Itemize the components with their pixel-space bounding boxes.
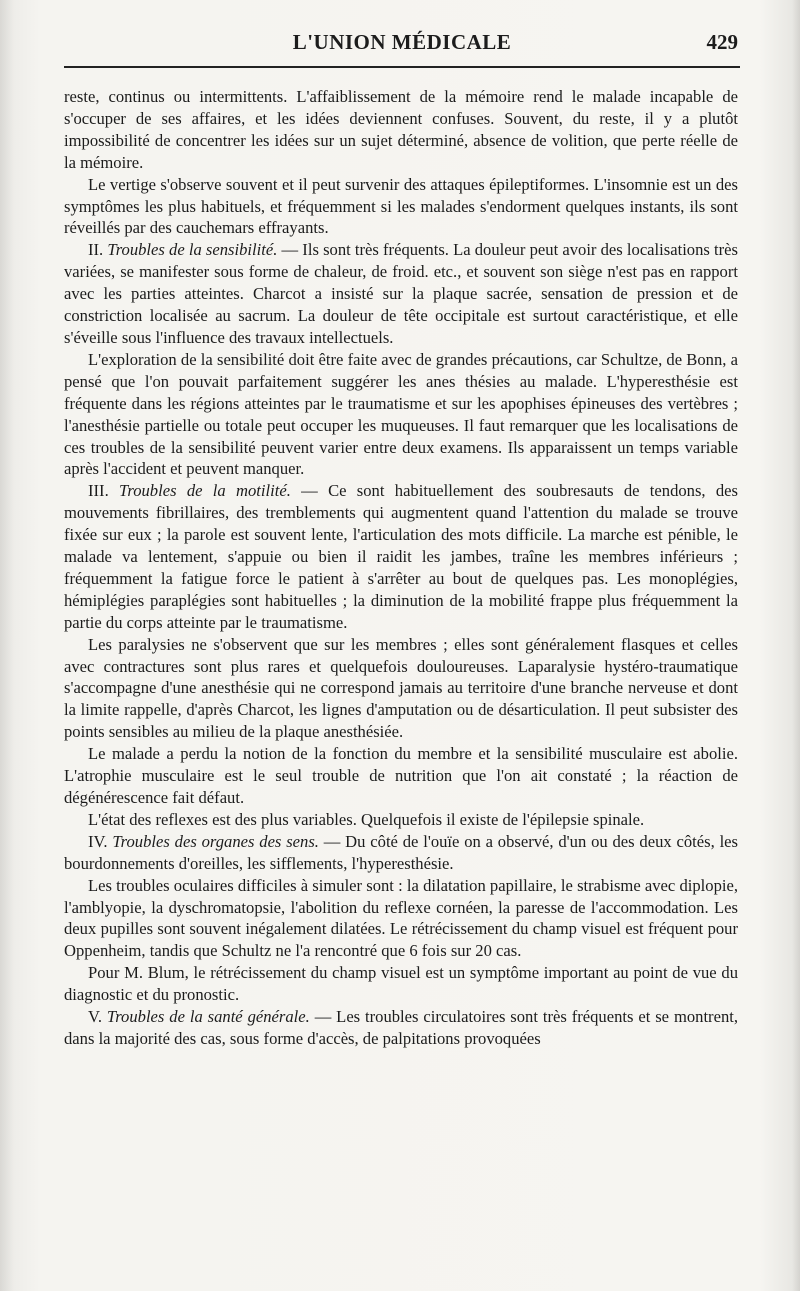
paragraph: Le malade a perdu la notion de la fonction du membre et la sensibilité musculaire est abolie. L'atrophie musculaire est le seul trouble de nutrition que l'on ait constaté ; la réaction de dégénérescence fait défaut.	[64, 744, 738, 807]
paragraph: L'état des reflexes est des plus variables. Quelquefois il existe de l'épilepsie spinale.	[88, 809, 645, 829]
section-heading: Troubles de la motilité.	[119, 481, 291, 501]
page-number: 429	[706, 30, 738, 54]
section-heading: Troubles de la santé générale.	[106, 1007, 310, 1027]
section-paragraph: V. Troubles de la santé générale. — Les troubles circulatoires sont très fréquents et se montrent, dans la majorité des cas, sous forme d'accès, de palpitations provoquées	[64, 1007, 738, 1048]
paragraph: Le vertige s'observe souvent et il peut survenir des attaques épileptiformes. L'insomnie est un des symptômes les plus habituels, et fréquemment si les malades s'endorment quelques instants, ils sont réveillés par des cauchemars effrayants.	[64, 174, 738, 238]
section-number: V.	[88, 1007, 102, 1027]
paragraph: reste, continus ou intermittents. L'affaiblissement de la mémoire rend le malade incapable de s'occuper de ses affaires, et les idées deviennent confuses. Souvent, du reste, il y a plutôt impossibilité de concentrer les idées sur un sujet déterminé, absence de volition, que perte réelle de la mémoire.	[64, 87, 738, 172]
paragraph: Pour M. Blum, le rétrécissement du champ visuel est un symptôme important au point de vue du diagnostic et du pronostic.	[64, 963, 738, 1005]
section-paragraph: III. Troubles de la motilité. — Ce sont habituellement des soubresauts de tendons, des mouvements fibrillaires, des tremblements qui augmentent quand l'attention du malade se trouve fixée sur eux ; la parole est souvent lente, l'articulation des mots difficile. La marche est pénible, le malade va lentement, s'appuie ou bien il raidit les jambes, traîne les membres inférieurs ; fréquemment la fatigue force le patient à s'arrêter au bout de quelques pas. Les monoplégies, hémiplégies paraplégies sont habituelles ; la diminution de la mobilité frappe plus fréquemment la partie du corps atteinte par le traumatisme.	[64, 481, 738, 632]
running-header	[64, 30, 740, 60]
section-paragraph: II. Troubles de la sensibilité. — Ils sont très fréquents. La douleur peut avoir des localisations très variées, se manifester sous forme de chaleur, de froid. etc., et souvent son siège n'est pas en rapport avec les parties atteintes. Charcot a insisté sur la plaque sacrée, sensation de pression et de constriction localisée au sacrum. La douleur de tête occipitale est surtout caractéristique, et elle s'éveille sous l'influence des travaux intellectuels.	[64, 240, 738, 347]
article-body	[64, 86, 738, 1050]
header-rule	[64, 66, 740, 68]
paragraph: Les troubles oculaires difficiles à simuler sont : la dilatation papillaire, le strabisme avec diplopie, l'amblyopie, la dyschromatopsie, l'abolition du reflexe cornéen, la paresse de l'accommodation. Les deux pupilles sont souvent inégalement dilatées. Le rétrécissement du champ visuel est fréquent pour Oppenheim, tandis que Schultz ne l'a rencontré que 6 fois sur 20 cas.	[64, 875, 738, 961]
paragraph: Les paralysies ne s'observent que sur les membres ; elles sont généralement flasques et celles avec contractures sont plus rares et quelquefois douloureuses. Laparalysie hystéro-traumatique s'accompagne d'une anesthésie qui ne correspond jamais au territoire d'une branche nerveuse et dont la limite rappelle, d'après Charcot, les lignes d'amputation ou de désarticulation. Il peut subsister des points sensibles au milieu de la plaque anesthésiée.	[64, 634, 738, 742]
paragraph: L'exploration de la sensibilité doit être faite avec de grandes précautions, car Schultze, de Bonn, a pensé que l'on pouvait parfaitement suggérer les anes thésies au malade. L'hyperesthésie est fréquente dans les régions atteintes par le traumatisme et sur les apophises épineuses des vertèbres ; l'anesthésie partielle ou totale peut occuper les muqueuses. Il faut remarquer que les localisations de ces troubles de la sensibilité peuvent varier entre deux examens. Ils apparaissent un temps variable après l'accident et peuvent manquer.	[64, 349, 738, 479]
section-number: IV.	[88, 831, 108, 851]
section-paragraph: IV. Troubles des organes des sens. — Du côté de l'ouïe on a observé, d'un ou des deux côtés, les bourdonnements d'oreilles, les sifflements, l'hyperesthésie.	[64, 831, 738, 873]
section-heading: Troubles de la sensibilité.	[107, 240, 278, 260]
journal-title: L'UNION MÉDICALE	[292, 30, 512, 54]
section-number: II.	[88, 240, 104, 260]
section-number: III.	[88, 481, 109, 501]
section-heading: Troubles des organes des sens.	[112, 831, 319, 851]
